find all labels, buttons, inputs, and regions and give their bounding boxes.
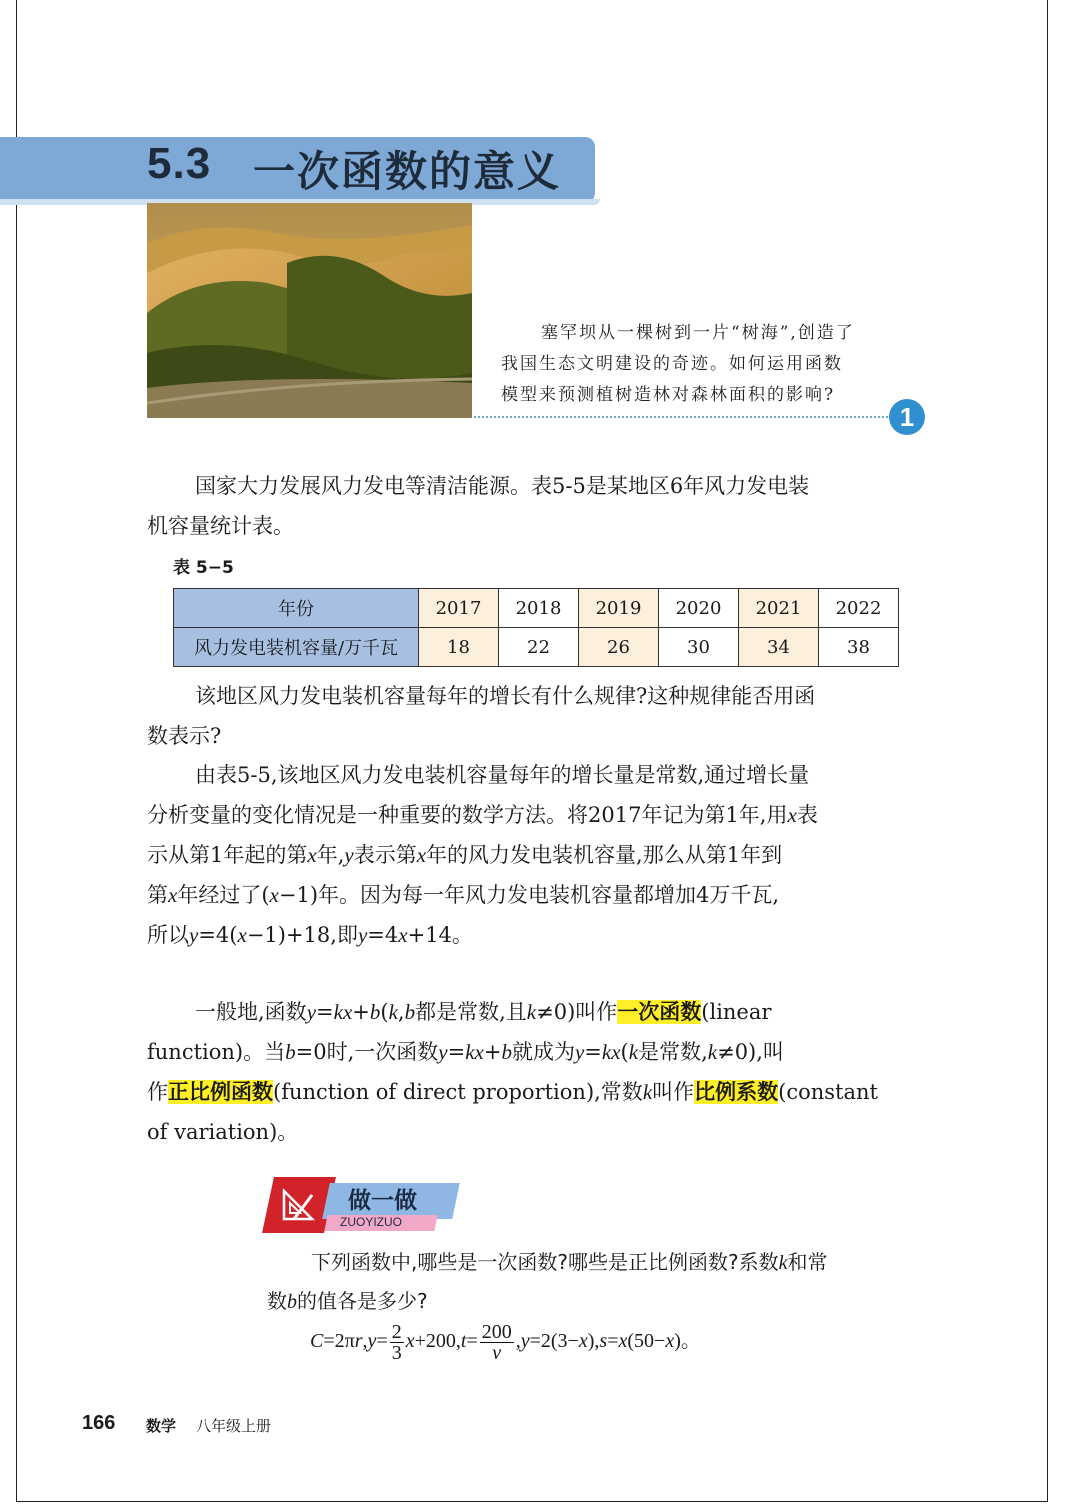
math-x: x — [237, 923, 247, 947]
intro-dotted-divider — [474, 416, 892, 418]
text-span: ≠0)叫作 — [536, 1000, 618, 1024]
text-span: 第 — [147, 883, 168, 907]
text-span: =4 — [367, 923, 399, 947]
math-t: t — [460, 1330, 467, 1353]
math-x: x — [168, 883, 178, 907]
footer-subject: 数学 — [146, 1417, 177, 1435]
math-kx: kx — [333, 1000, 353, 1024]
text-span: ), — [587, 1330, 600, 1353]
table-cell: 22 — [499, 628, 579, 667]
math-k: k — [526, 1000, 537, 1024]
math-x: x — [307, 843, 317, 867]
math-s: s — [599, 1330, 608, 1353]
text-line: 机容量统计表。 — [147, 514, 294, 538]
text-line: 由表5-5,该地区风力发电装机容量每年的增长量是常数,通过增长量 — [195, 763, 810, 787]
table-row — [174, 589, 899, 628]
text-span: 就成为 — [511, 1040, 575, 1064]
paragraph-question — [147, 676, 925, 756]
table-cell: 2021 — [739, 589, 819, 628]
table-header-cell: 年份 — [174, 589, 419, 628]
fraction-denominator: 3 — [391, 1342, 402, 1364]
text-span: 表示第 — [353, 843, 417, 867]
text-span: = — [607, 1330, 619, 1353]
text-span: = — [376, 1330, 388, 1353]
math-y: y — [574, 1040, 585, 1064]
function-list-formula — [310, 1322, 701, 1363]
text-span: +200, — [414, 1330, 461, 1353]
text-span: −1)年。因为每一年风力发电装机容量都增加4万千瓦, — [278, 883, 780, 907]
fraction-200-over-v — [480, 1322, 514, 1363]
math-y: y — [306, 1000, 317, 1024]
math-y: y — [438, 1040, 448, 1064]
fraction-numerator: 200 — [481, 1321, 512, 1343]
text-span: 年的风力发电装机容量,那么从第1年到 — [426, 843, 783, 867]
table-cell: 38 — [819, 628, 899, 667]
math-b: b — [287, 1291, 297, 1313]
math-r: r — [354, 1330, 363, 1353]
table-cell: 2018 — [499, 589, 579, 628]
text-span: 作 — [147, 1080, 168, 1104]
intro-line: 我国生态文明建设的奇迹。如何运用函数 — [501, 354, 843, 374]
text-line: 该地区风力发电装机容量每年的增长有什么规律?这种规律能否用函 — [195, 684, 816, 708]
math-b: b — [369, 1000, 381, 1024]
math-C: C — [310, 1330, 324, 1353]
math-k: k — [778, 1252, 788, 1274]
section-number: 5.3 — [147, 139, 212, 188]
math-b: b — [501, 1040, 512, 1064]
text-span: , — [397, 1000, 405, 1024]
text-span: = — [466, 1330, 478, 1353]
text-span: ( — [380, 1000, 389, 1024]
table-row — [174, 628, 899, 667]
intro-line: 模型来预测植树造林对森林面积的影响? — [501, 385, 836, 405]
table-cell: 34 — [739, 628, 819, 667]
table-cell: 2019 — [579, 589, 659, 628]
math-x: x — [405, 1330, 415, 1353]
paragraph-intro — [147, 466, 925, 546]
text-span: 都是常数,且 — [415, 1000, 527, 1024]
text-span: 示从第1年起的第 — [147, 843, 308, 867]
paragraph-analysis — [147, 755, 925, 955]
math-y: y — [189, 923, 199, 947]
text-span: 是常数, — [638, 1040, 708, 1064]
math-kx: kx — [465, 1040, 484, 1064]
text-span: function)。当 — [147, 1040, 286, 1064]
ruler-pencil-icon — [280, 1187, 316, 1223]
math-y: y — [344, 843, 354, 867]
text-span: 数 — [267, 1289, 287, 1313]
table-cell: 2020 — [659, 589, 739, 628]
text-span: (50− — [627, 1330, 666, 1353]
text-span: +14。 — [407, 923, 473, 947]
text-span: 一般地,函数 — [195, 1000, 307, 1024]
table-caption: 表 5−5 — [173, 558, 234, 578]
text-line: of variation)。 — [147, 1120, 299, 1144]
math-k: k — [388, 1000, 398, 1024]
term-direct-proportion: 正比例函数 — [168, 1080, 273, 1104]
fraction-numerator: 2 — [391, 1321, 402, 1343]
activity-question — [267, 1243, 925, 1321]
text-span: = — [447, 1040, 466, 1064]
math-x: x — [787, 803, 797, 827]
text-span: (function of direct proportion),常数 — [273, 1080, 643, 1104]
activity-title: 做一做 — [348, 1188, 417, 1214]
text-span: =2(3− — [529, 1330, 579, 1353]
text-span: (linear — [701, 1000, 772, 1024]
text-span: 叫作 — [652, 1080, 695, 1104]
text-span: =2π — [323, 1330, 355, 1353]
text-span: 年经过了( — [177, 883, 270, 907]
data-table — [173, 588, 899, 667]
text-span: −1)+18,即 — [246, 923, 358, 947]
paragraph-definition — [147, 992, 925, 1152]
math-y: y — [520, 1330, 530, 1353]
text-span: =4( — [198, 923, 238, 947]
text-span: 分析变量的变化情况是一种重要的数学方法。将2017年记为第1年,用 — [147, 803, 788, 827]
text-span: )。 — [674, 1330, 701, 1353]
term-linear-function: 一次函数 — [617, 1000, 702, 1024]
text-span: ≠0),叫 — [717, 1040, 784, 1064]
math-x: x — [269, 883, 279, 907]
table-cell: 30 — [659, 628, 739, 667]
math-x: x — [398, 923, 408, 947]
circle-number-badge: 1 — [889, 399, 925, 435]
table-cell: 26 — [579, 628, 659, 667]
math-k: k — [628, 1040, 639, 1064]
table-header-cell: 风力发电装机容量/万千瓦 — [174, 628, 419, 667]
activity-badge — [268, 1177, 454, 1233]
text-span: = — [316, 1000, 334, 1024]
text-span: , — [515, 1330, 521, 1353]
term-constant-of-variation: 比例系数 — [694, 1080, 779, 1104]
math-b: b — [285, 1040, 296, 1064]
math-x: x — [416, 843, 427, 867]
text-span: + — [483, 1040, 502, 1064]
text-span: + — [352, 1000, 370, 1024]
math-x: x — [665, 1330, 675, 1353]
activity-subtitle: ZUOYIZUO — [340, 1215, 402, 1229]
text-span: = — [584, 1040, 602, 1064]
fraction-denominator: v — [492, 1342, 502, 1364]
text-line: 数表示? — [147, 724, 222, 748]
text-span: 年, — [316, 843, 345, 867]
text-span: ( — [620, 1040, 629, 1064]
text-span: 的值各是多少? — [297, 1289, 428, 1313]
text-line: 国家大力发展风力发电等清洁能源。表5-5是某地区6年风力发电装 — [195, 474, 810, 498]
math-k: k — [707, 1040, 718, 1064]
text-span: (constant — [778, 1080, 878, 1104]
footer-book: 八年级上册 — [196, 1417, 272, 1435]
section-title: 一次函数的意义 — [253, 147, 562, 196]
math-b: b — [404, 1000, 416, 1024]
math-y: y — [357, 923, 368, 947]
math-x: x — [618, 1330, 628, 1353]
math-k: k — [642, 1080, 653, 1104]
text-span: 所以 — [147, 923, 189, 947]
fraction-two-thirds — [390, 1322, 404, 1363]
text-span: 下列函数中,哪些是一次函数?哪些是正比例函数?系数 — [311, 1250, 779, 1274]
page-number: 166 — [82, 1412, 116, 1434]
text-span: =0时,一次函数 — [295, 1040, 439, 1064]
text-span: 和常 — [787, 1250, 828, 1274]
math-kx: kx — [601, 1040, 621, 1064]
table-cell: 2017 — [419, 589, 499, 628]
math-x: x — [578, 1330, 588, 1353]
table-cell: 2022 — [819, 589, 899, 628]
intro-line: 塞罕坝从一棵树到一片“树海”,创造了 — [541, 323, 855, 343]
text-span: 表 — [796, 803, 818, 827]
math-y: y — [367, 1330, 377, 1353]
text-span: , — [362, 1330, 368, 1353]
intro-text — [501, 318, 901, 411]
landscape-photo — [147, 203, 472, 418]
table-cell: 18 — [419, 628, 499, 667]
